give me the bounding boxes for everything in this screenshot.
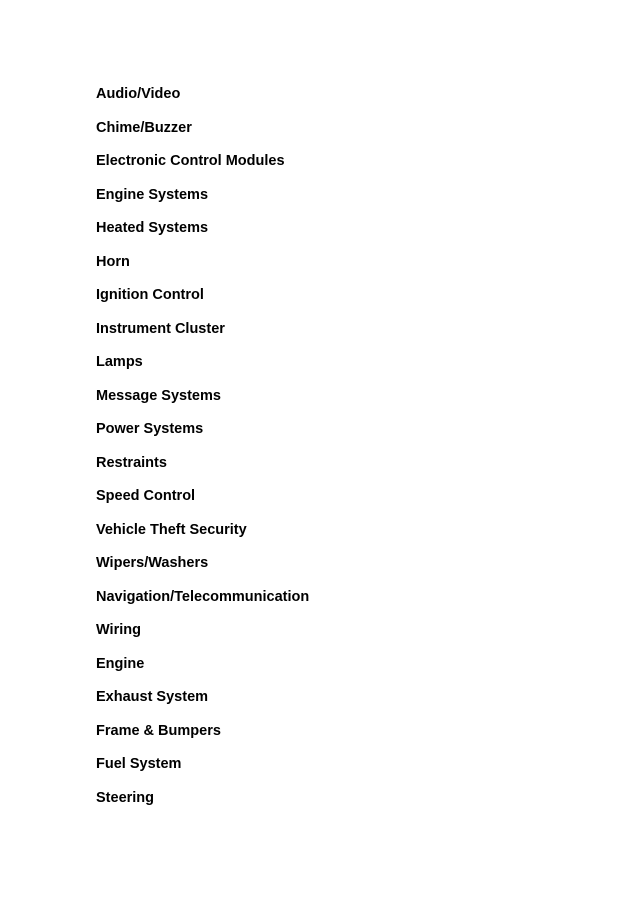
topic-item: Horn — [96, 253, 130, 270]
topic-item: Heated Systems — [96, 220, 209, 236]
topic-item: Exhaust System — [96, 689, 209, 705]
topic-item: Fuel System — [96, 756, 182, 772]
topic-item: Audio/Video — [96, 86, 181, 102]
topic-item: Restraints — [96, 454, 167, 471]
topic-item: Speed Control — [96, 488, 196, 504]
topic-item: Navigation/Telecommunication — [96, 588, 310, 605]
topic-item: Ignition Control — [96, 287, 204, 303]
topic-item: Lamps — [96, 354, 143, 370]
topic-item: Chime/Buzzer — [96, 119, 192, 136]
topic-item: Power Systems — [96, 421, 204, 437]
topic-item: Instrument Cluster — [96, 320, 225, 337]
topic-list — [96, 85, 309, 822]
topic-item: Frame & Bumpers — [96, 722, 221, 739]
topic-item: Engine — [96, 655, 145, 672]
topic-item: Electronic Control Modules — [96, 153, 285, 169]
topic-item: Wiring — [96, 622, 141, 638]
topic-item: Message Systems — [96, 387, 221, 404]
topic-item: Vehicle Theft Security — [96, 521, 247, 538]
topic-item: Engine Systems — [96, 186, 209, 203]
topic-item: Wipers/Washers — [96, 555, 209, 571]
topic-item: Steering — [96, 789, 155, 806]
